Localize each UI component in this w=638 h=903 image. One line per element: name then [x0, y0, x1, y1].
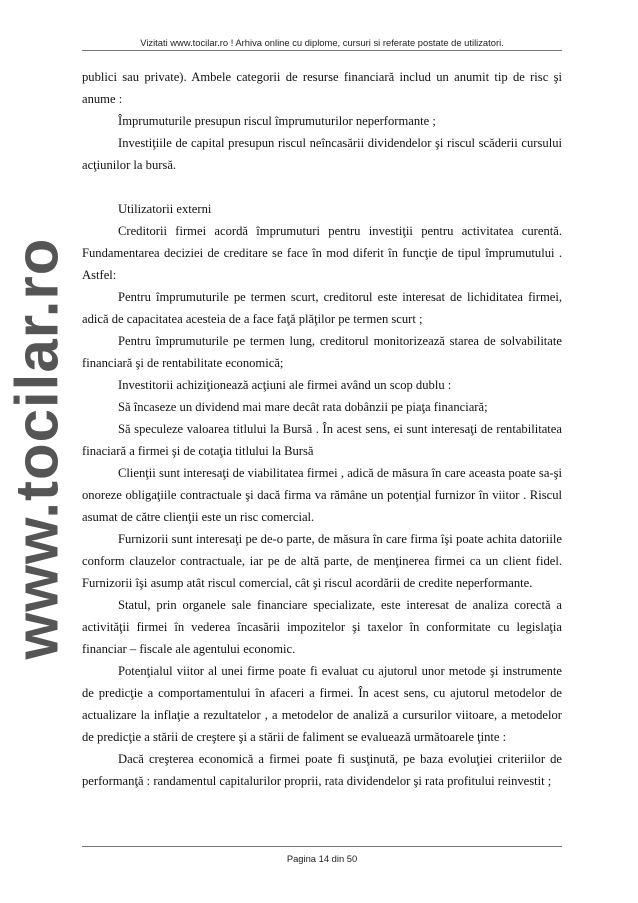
paragraph: Potenţialul viitor al unei firme poate fi evaluat cu ajutorul unor metode şi instrumente de predicţie a comportamentului în afaceri a firmei. În acest sens, cu ajutorul metodelor de actualizare la inflaţie a rezultatelor , a metodelor de analiză a cursurilor viitoare, a metodelor de predicţie a stării de creştere şi a stării de faliment se evaluează următoarele ţinte :: [82, 664, 562, 744]
paragraph: Statul, prin organele sale financiare specializate, este interesat de analiza corectă a activităţii firmei în vederea încasării impozitelor şi taxelor în conformitate cu legislaţia financiar – fiscale ale agentului economic.: [82, 598, 562, 656]
paragraph: Investiţiile de capital presupun riscul neîncasării dividendelor şi riscul scăderii cursului acţiunilor la bursă.: [82, 136, 562, 172]
paragraph: Să încaseze un dividend mai mare decât rata dobânzii pe piaţa financiară;: [118, 400, 488, 414]
document-body: [82, 66, 562, 792]
paragraph: publici sau private). Ambele categorii de resurse financiară includ un anumit tip de risc şi anume :: [82, 70, 562, 106]
paragraph: Să speculeze valoarea titlului la Bursă . În acest sens, ei sunt interesaţi de rentabilitatea finaciară a firmei şi de cotaţia titlului la Bursă: [82, 422, 562, 458]
watermark: [2, 192, 72, 704]
paragraph: Furnizorii sunt interesaţi pe de-o parte, de măsura în care firma îşi poate achita datoriile conform clauzelor contractuale, iar pe de altă parte, de menţinerea firmei ca un client fidel. Furnizorii îşi asump atât riscul comercial, cât şi riscul acordării de credite neperformante.: [82, 532, 562, 590]
paragraph: Dacă creşterea economică a firmei poate fi susţinută, pe baza evoluţiei criteriilor de performanţă : randamentul capitalurilor proprii, rata dividendelor şi rata profitului reinvestit ;: [82, 752, 562, 788]
paragraph: Clienţii sunt interesaţi de viabilitatea firmei , adică de măsura în care aceasta poate sa-şi onoreze obligaţiile contractuale şi dacă firma va rămâne un potenţial furnizor în viitor . Riscul asumat de către clienţii este un risc comercial.: [82, 466, 562, 524]
header-divider: [82, 50, 562, 51]
paragraph: Creditorii firmei acordă împrumuturi pentru investiţii pentru activitatea curentă. Fundamentarea deciziei de creditare se face în mod diferit în funcţie de tipul împrumutului . Astfel:: [82, 224, 562, 282]
section-heading: Utilizatorii externi: [118, 202, 212, 216]
watermark-text: www.tocilar.ro: [3, 237, 71, 659]
paragraph: Investitorii achiziţionează acţiuni ale firmei având un scop dublu :: [118, 378, 452, 392]
page-header: Vizitati www.tocilar.ro ! Arhiva online cu diplome, cursuri si referate postate de utilizatori.: [140, 37, 504, 48]
page-number: Pagina 14 din 50: [286, 853, 358, 864]
footer-divider: [82, 846, 562, 847]
paragraph: Pentru împrumuturile pe termen lung, creditorul monitorizează starea de solvabilitate financiară şi de rentabilitate economică;: [82, 334, 562, 370]
paragraph: Împrumuturile presupun riscul împrumuturilor neperformante ;: [118, 114, 436, 128]
paragraph: Pentru împrumuturile pe termen scurt, creditorul este interesat de lichiditatea firmei, adică de capacitatea acesteia de a face faţă plăţilor pe termen scurt ;: [82, 290, 562, 326]
